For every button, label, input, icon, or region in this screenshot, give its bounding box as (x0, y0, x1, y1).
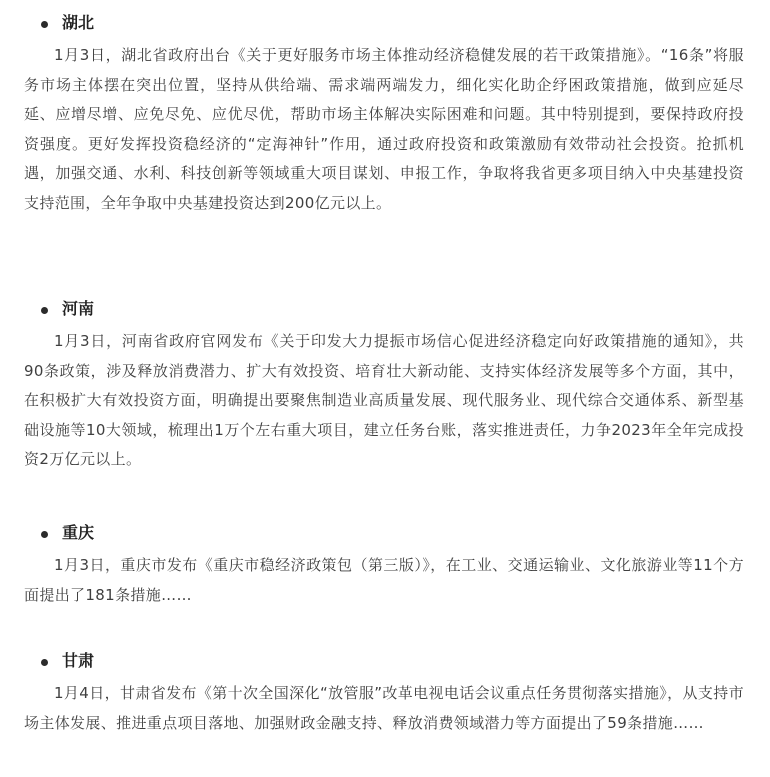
section-title: 甘肃 (62, 651, 95, 670)
section-paragraph: 1月3日，重庆市发布《重庆市稳经济政策包（第三版）》，在工业、交通运输业、文化旅游业等11个方面提出了181条措施…… (24, 556, 744, 604)
section-heading (0, 10, 770, 38)
section-title: 湖北 (62, 13, 95, 32)
bullet-icon (41, 659, 48, 666)
section-paragraph: 1月3日，河南省政府官网发布《关于印发大力提振市场信心促进经济稳定向好政策措施的通知》，共90条政策，涉及释放消费潜力、扩大有效投资、培育壮大新动能、支持实体经济发展等多个方面，其中，在积极扩大有效投资方面，明确提出要聚焦制造业高质量发展、现代服务业、现代综合交通体系、新型基础设施等10大领域，梳理出1万个左右重大项目，建立任务台账，落实推进责任，力争2023年全年完成投资2万亿元以上。 (24, 332, 744, 468)
section-gansu (0, 648, 770, 738)
section-henan (0, 296, 770, 475)
section-heading (0, 520, 770, 548)
bullet-icon (41, 307, 48, 314)
section-title: 河南 (62, 299, 95, 318)
section-hubei (0, 10, 770, 218)
bullet-icon (41, 531, 48, 538)
section-chongqing (0, 520, 770, 610)
section-heading (0, 296, 770, 324)
section-heading (0, 648, 770, 676)
bullet-icon (41, 21, 48, 28)
section-paragraph: 1月3日，湖北省政府出台《关于更好服务市场主体推动经济稳健发展的若干政策措施》。“16条”将服务市场主体摆在突出位置，坚持从供给端、需求端两端发力，细化实化助企纾困政策措施，做到应延尽延、应增尽增、应免尽免、应优尽优，帮助市场主体解决实际困难和问题。其中特别提到，要保持政府投资强度。更好发挥投资稳经济的“定海神针”作用，通过政府投资和政策激励有效带动社会投资。抢抓机遇，加强交通、水利、科技创新等领域重大项目谋划、申报工作，争取将我省更多项目纳入中央基建投资支持范围，全年争取中央基建投资达到200亿元以上。 (24, 46, 744, 212)
section-title: 重庆 (62, 523, 95, 542)
section-paragraph: 1月4日，甘肃省发布《第十次全国深化“放管服”改革电视电话会议重点任务贯彻落实措施》，从支持市场主体发展、推进重点项目落地、加强财政金融支持、释放消费领域潜力等方面提出了59条措施…… (24, 684, 744, 732)
